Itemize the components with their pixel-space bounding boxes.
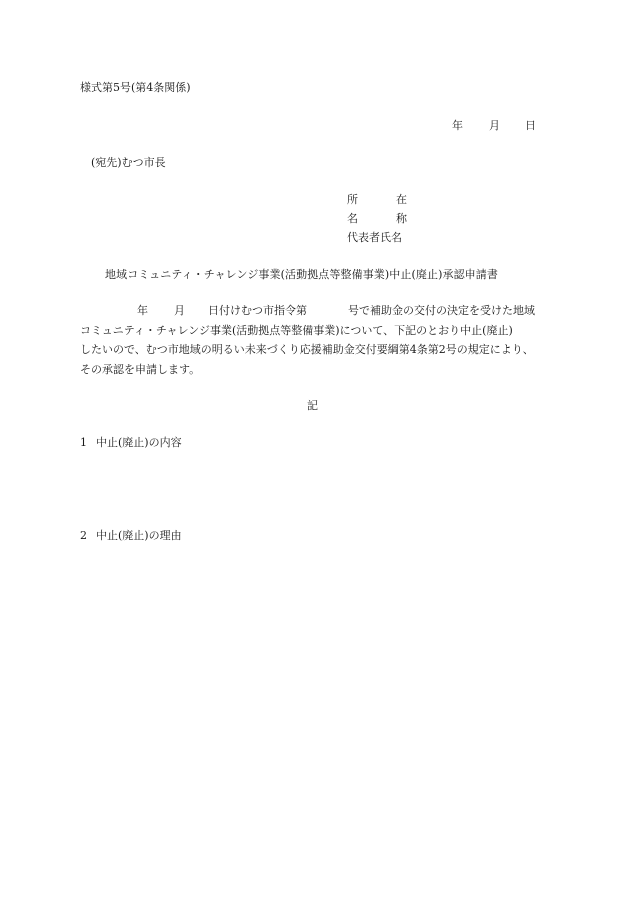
item-1-label: 中止(廃止)の内容	[96, 436, 182, 449]
body-month-label: 月	[174, 304, 185, 317]
date-day-label: 日	[525, 119, 536, 132]
body-text-segment-b: 号で補助金の交付の決定を受けた地域	[348, 304, 535, 317]
item-2-label: 中止(廃止)の理由	[96, 529, 182, 542]
applicant-address-label-b: 在	[396, 193, 407, 206]
form-number: 様式第5号(第4条関係)	[80, 81, 191, 94]
document-title: 地域コミュニティ・チャレンジ事業(活動拠点等整備事業)中止(廃止)承認申請書	[105, 268, 498, 281]
body-line-2: コミュニティ・チャレンジ事業(活動拠点等整備事業)について、下記のとおり中止(廃止)	[80, 323, 513, 337]
applicant-address-label-a: 所	[347, 193, 358, 206]
applicant-name-label-b: 称	[396, 212, 407, 225]
item-2-number: 2	[80, 529, 87, 542]
body-text-segment-a: 日付けむつ市指令第	[208, 304, 307, 317]
date-month-label: 月	[489, 119, 500, 132]
body-line-1	[80, 305, 560, 325]
body-line-3: したいので、むつ市地域の明るい未来づくり応援補助金交付要綱第4条第2号の規定により、	[80, 343, 534, 356]
body-paragraph	[80, 305, 560, 383]
applicant-representative-label: 代表者氏名	[347, 231, 402, 244]
item-1-number: 1	[80, 436, 87, 449]
addressee: (宛先)むつ市長	[91, 156, 166, 169]
date-year-label: 年	[452, 119, 463, 132]
applicant-name-label-a: 名	[347, 212, 358, 225]
body-year-label: 年	[137, 304, 148, 317]
ki-heading: 記	[307, 399, 318, 412]
body-line-4: その承認を申請します。	[80, 362, 201, 376]
